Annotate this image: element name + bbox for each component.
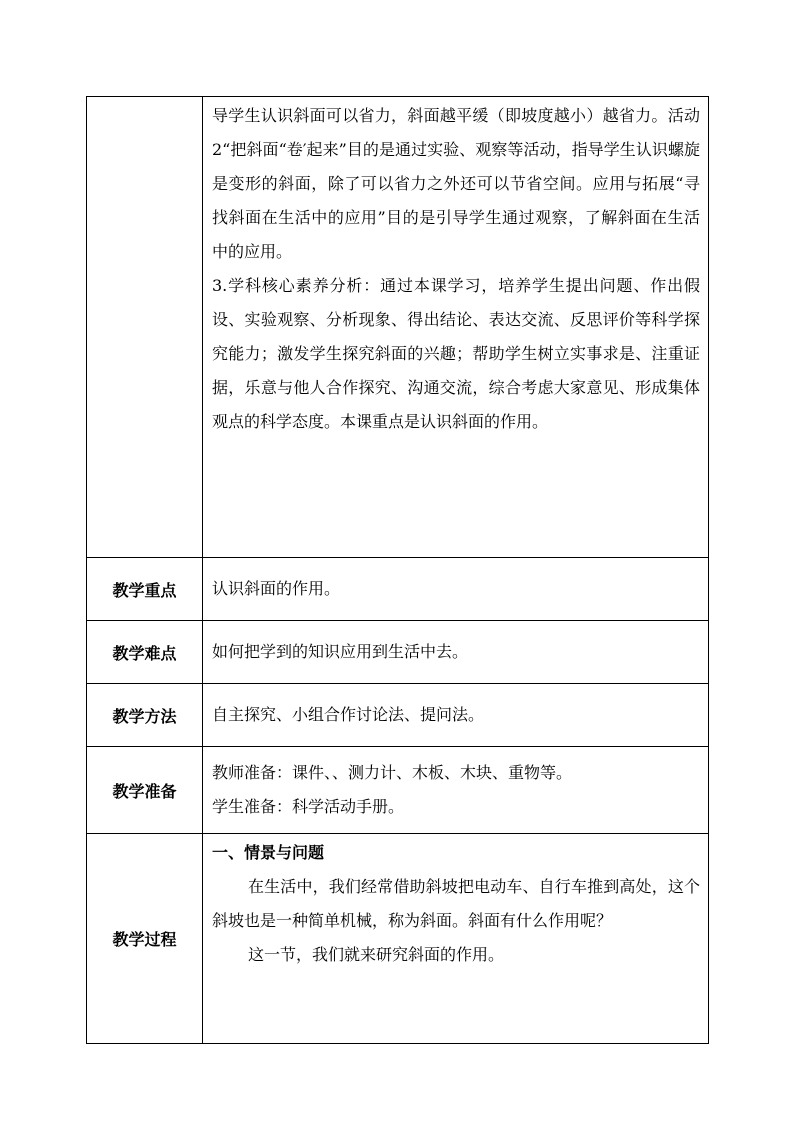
empty-label-cell (87, 97, 203, 558)
intro-content-cell (203, 97, 709, 558)
table-row (87, 97, 709, 558)
process-paragraph: 在生活中，我们经常借助斜坡把电动车、自行车推到高处，这个斜坡也是一种简单机械，称为斜面。斜面有什么作用呢？ (212, 877, 700, 930)
table-row (87, 684, 709, 747)
process-label: 教学过程 (87, 834, 203, 1044)
preparation-label: 教学准备 (87, 747, 203, 834)
student-preparation: 学生准备：科学活动手册。 (212, 797, 405, 816)
table-row (87, 747, 709, 834)
intro-paragraph: 导学生认识斜面可以省力，斜面越平缓（即坡度越小）越省力。活动2“把斜面“卷′起来”目的是通过实验、观察等活动，指导学生认识螺旋是变形的斜面，除了可以省力之外还可以节省空间。应用与拓展“寻找斜面在生活中的应用”目的是引导学生通过观察，了解斜面在生活中的应用。 (212, 106, 700, 261)
table-row (87, 621, 709, 684)
table-row (87, 834, 709, 1044)
table-row (87, 558, 709, 621)
section-heading: 一、情景与问题 (212, 843, 325, 862)
key-point-content: 认识斜面的作用。 (203, 558, 709, 621)
core-literacy-paragraph: 3.学科核心素养分析：通过本课学习，培养学生提出问题、作出假设、实验观察、分析现象、得出结论、表达交流、反思评价等科学探究能力；激发学生探究斜面的兴趣；帮助学生树立实事求是、注重证据，乐意与他人合作探究、沟通交流，综合考虑大家意见、形成集体观点的科学态度。本课重点是认识斜面的作用。 (212, 276, 700, 431)
process-paragraph: 这一节，我们就来研究斜面的作用。 (248, 945, 505, 964)
preparation-content (203, 747, 709, 834)
method-label: 教学方法 (87, 684, 203, 747)
method-content: 自主探究、小组合作讨论法、提问法。 (203, 684, 709, 747)
difficulty-label: 教学难点 (87, 621, 203, 684)
difficulty-content: 如何把学到的知识应用到生活中去。 (203, 621, 709, 684)
lesson-plan-table (86, 96, 709, 1044)
key-point-label: 教学重点 (87, 558, 203, 621)
teacher-preparation: 教师准备：课件、、测力计、木板、木块、重物等。 (212, 763, 573, 782)
process-content (203, 834, 709, 1044)
